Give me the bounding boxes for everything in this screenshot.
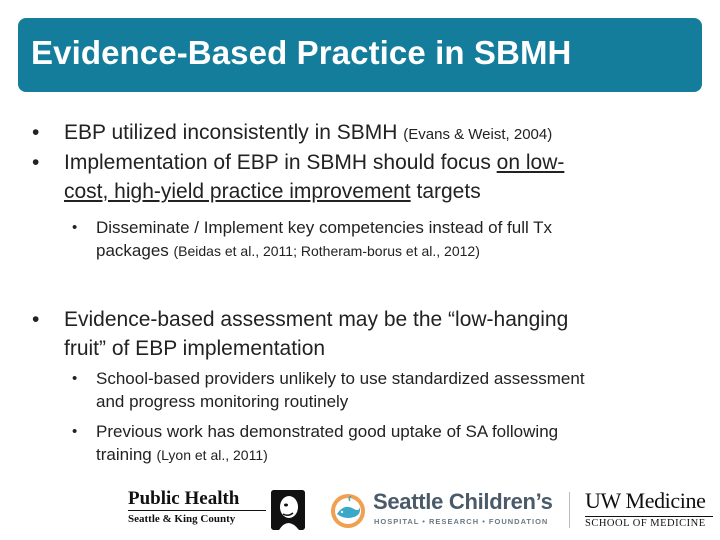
seattle-childrens-name: Seattle Children’s [373,489,553,514]
bullet-text-main: Implementation of EBP in SBMH should focus [64,151,497,174]
logo-divider [569,492,570,528]
bullet-marker: • [32,121,40,144]
bullet-item [32,306,692,362]
bullet-marker: • [32,308,40,331]
bullet-text-line2: fruit” of EBP implementation [64,337,326,360]
whale-icon [330,493,366,529]
citation: (Evans & Weist, 2004) [403,126,553,143]
bullet-item [32,149,692,205]
bullet-item [32,119,692,146]
bullet-text-line1 [64,149,564,176]
bullet-text [64,119,552,148]
bullet-marker: • [72,370,78,387]
divider [128,510,266,511]
bullet-text-line1: Previous work has demonstrated good uptake of SA following [96,422,559,441]
bullet-text-main: training [96,445,157,464]
sub-bullet-item [72,368,702,414]
bullet-text-line2 [96,240,480,262]
sub-bullet-item [72,217,702,263]
mlk-portrait-icon [271,490,305,530]
bullet-marker: • [32,151,40,174]
bullet-text-line1: Evidence-based assessment may be the “low-hanging [64,308,569,331]
public-health-subtitle: Seattle & King County [128,513,236,525]
seattle-childrens-logo [330,490,560,530]
underlined-text: on low- [496,151,565,174]
citation: (Beidas et al., 2011; Rotheram-borus et al., 2012) [173,243,480,259]
uw-medicine-logo [585,490,715,530]
bullet-text-line2: and progress monitoring routinely [96,392,349,411]
public-health-name: Public Health [128,488,240,509]
uw-medicine-name: UW Medicine [585,488,706,513]
bullet-text-line1: School-based providers unlikely to use standardized assessment [96,369,585,388]
slide-title: Evidence-Based Practice in SBMH [31,34,572,71]
bullet-text-line2 [96,444,268,466]
divider [585,516,713,517]
seattle-childrens-tagline: HOSPITAL • RESEARCH • FOUNDATION [374,517,549,526]
bullet-text-main: targets [410,180,481,203]
bullet-text-line2 [64,178,481,205]
bullet-marker: • [72,219,78,236]
bullet-text-main: packages [96,241,174,260]
uw-medicine-subtitle: SCHOOL OF MEDICINE [585,518,706,529]
sub-bullet-item [72,421,702,467]
underlined-text: cost, high-yield practice improvement [64,180,411,203]
bullet-text-main: EBP utilized inconsistently in SBMH [64,121,404,144]
bullet-text-line1: Disseminate / Implement key competencies instead of full Tx [96,218,553,237]
public-health-logo [128,490,304,530]
bullet-marker: • [72,423,78,440]
citation: (Lyon et al., 2011) [156,447,268,463]
